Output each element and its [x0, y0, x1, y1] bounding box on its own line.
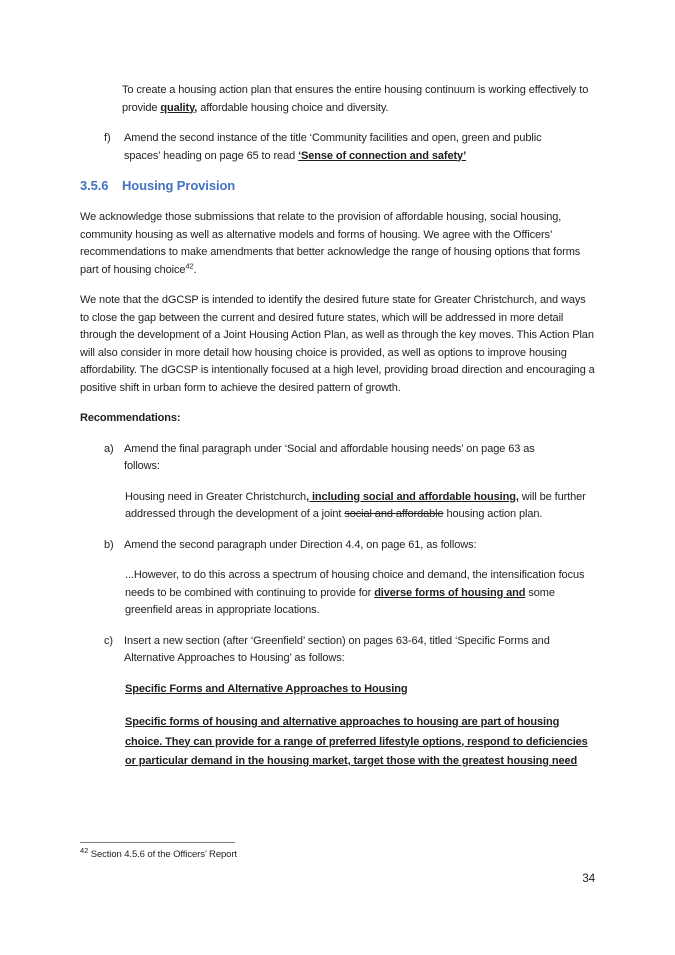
quoted-amendment-b	[125, 567, 595, 620]
intro-paragraph	[122, 82, 595, 117]
text-run: some greenfield areas in appropriate locations.	[125, 586, 555, 616]
footnote-separator-rule	[80, 842, 235, 843]
section-number: 3.5.6	[80, 178, 109, 193]
section-heading	[80, 178, 595, 194]
list-letter: f)	[104, 132, 111, 144]
list-item-text	[124, 130, 571, 165]
footnote-reference: 42	[185, 260, 194, 270]
section-title: Housing Provision	[122, 178, 236, 193]
footnote	[80, 845, 595, 861]
footnote-area	[80, 842, 595, 861]
text-run: ...However, to do this across a spectrum of housing choice and demand, the intensification focus needs to be combined with continuing to provide for	[125, 569, 585, 599]
recommendations-label: Recommendations:	[80, 412, 181, 424]
text-run: housing action plan.	[443, 508, 543, 520]
text-run-bold-underline: , including social and affordable housing,	[306, 490, 519, 503]
list-item-text: Amend the final paragraph under ‘Social and affordable housing needs’ on page 63 as follows:	[124, 442, 535, 472]
list-letter: a)	[104, 442, 114, 455]
list-item-text: Amend the second paragraph under Direction 4.4, on page 61, as follows:	[124, 538, 477, 551]
text-run: .	[193, 263, 197, 276]
list-item-text: Insert a new section (after ‘Greenfield’ section) on pages 63-64, titled ‘Specific Forms and Alternative Approaches to Housing’ as follows:	[124, 634, 550, 664]
footnote-number: 42	[80, 845, 89, 855]
text-run: We acknowledge those submissions that relate to the provision of affordable housing, social housing, community housing as well as alternative models and forms of housing. We agree with the Officers’ recommendations to make amendments that better acknowledge the range of housing options that forms part of housing choice	[80, 211, 581, 276]
page-number: 34	[582, 873, 595, 885]
text-run: Amend the second instance of the title ‘Community facilities and open, green and public spaces’ heading on page 65 to read	[124, 132, 542, 162]
footnote-text-run: Section 4.5.6 of the Officers’ Report	[90, 849, 237, 860]
text-run-bold-underline: quality,	[160, 101, 198, 114]
text-run-bold-underline: ‘Sense of connection and safety’	[298, 149, 467, 162]
list-item-f	[104, 130, 571, 165]
text-run: will be further addressed through the development of a joint	[125, 490, 586, 520]
text-run: affordable housing choice and diversity.	[197, 101, 389, 114]
paragraph-1	[80, 209, 595, 279]
quoted-amendment-a	[125, 489, 595, 524]
list-item-a	[104, 441, 571, 476]
paragraph-2: We note that the dGCSP is intended to identify the desired future state for Greater Christchurch, and ways to close the gap between the current and desired future states, which will be addressed in more detail through the development of a Joint Housing Action Plan, as well as through the key moves. This Action Plan will also consider in more detail how housing choice is provided, as well as options to improve housing affordability. The dGCSP is intentionally focused at a high level, providing broad direction and encouraging a positive shift in urban form to achieve the desired pattern of growth.	[80, 294, 595, 394]
list-item-b	[104, 537, 571, 555]
text-run-bold-underline: diverse forms of housing and	[374, 586, 526, 599]
text-run: To create a housing action plan that ensures the entire housing continuum is working effectively to provide	[122, 84, 589, 114]
list-item-c	[104, 633, 571, 668]
text-run-strikethrough: social and affordable	[344, 508, 444, 520]
inserted-section-paragraph: Specific forms of housing and alternative approaches to housing are part of housing choice. They can provide for a range of preferred lifestyle options, respond to deficiencies or particular demand in the housing market, target those with the greatest housing need	[125, 716, 588, 767]
text-run: Housing need in Greater Christchurch	[125, 490, 307, 503]
list-letter: c)	[104, 634, 113, 647]
inserted-section-heading: Specific Forms and Alternative Approaches to Housing	[125, 682, 408, 695]
list-letter: b)	[104, 538, 114, 551]
